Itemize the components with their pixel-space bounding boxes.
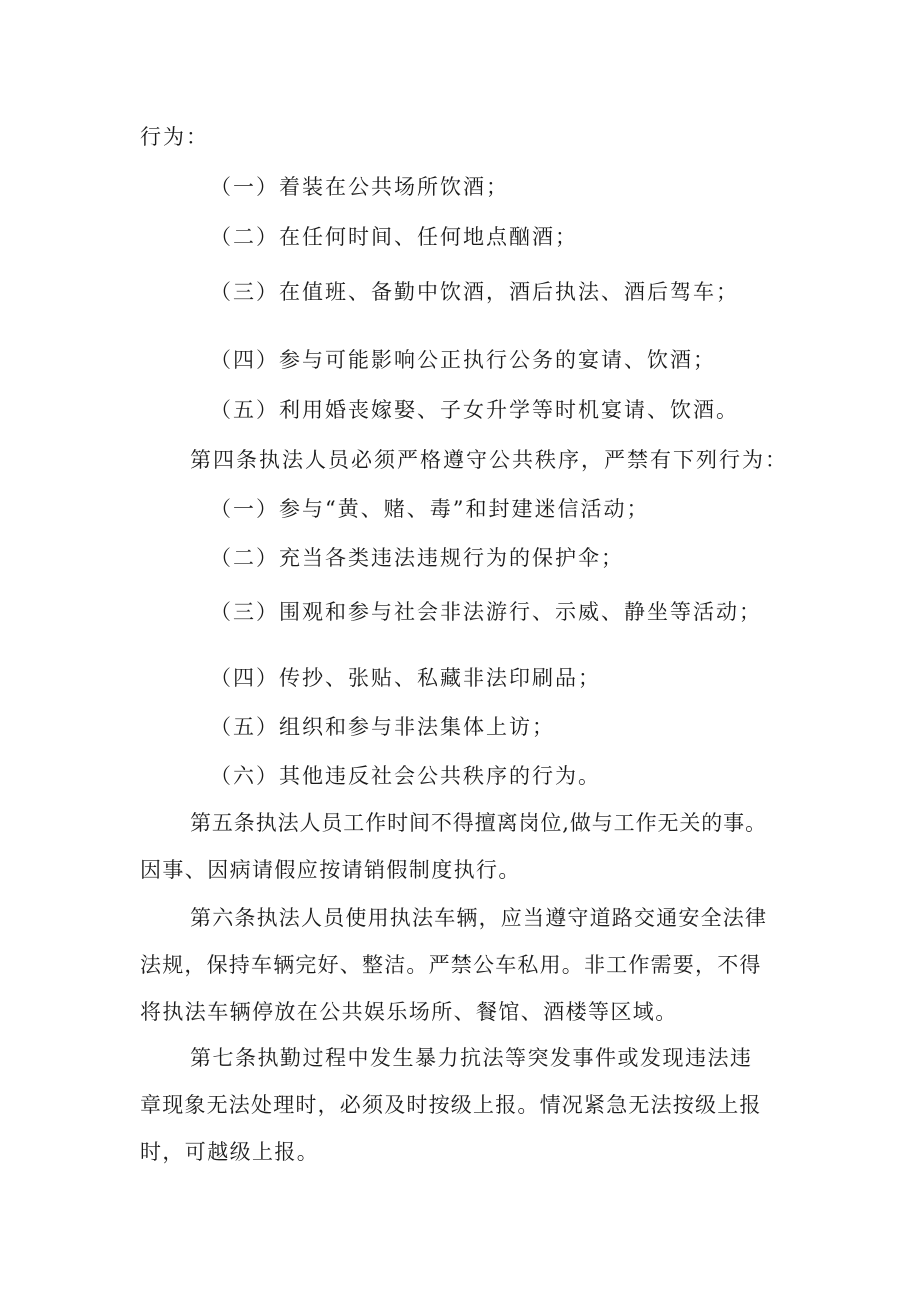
article-4-item-2: （二）充当各类违法违规行为的保护伞； [210, 546, 624, 570]
article-7-line-2: 章现象无法处理时，必须及时按级上报。情况紧急无法按级上报 [140, 1093, 762, 1117]
list-item-3: （三）在值班、备勤中饮酒，酒后执法、酒后驾车； [210, 280, 739, 304]
article-4-item-1: （一）参与“黄、赌、毒”和封建迷信活动； [210, 497, 650, 521]
text-line-continuation: 行为： [140, 125, 209, 149]
article-6-line-3: 将执法车辆停放在公共娱乐场所、餐馆、酒楼等区域。 [140, 1000, 678, 1024]
article-4-heading: 第四条执法人员必须严格遵守公共秩序，严禁有下列行为： [190, 448, 788, 472]
list-item-5: （五）利用婚丧嫁娶、子女升学等时机宴请、饮酒。 [210, 398, 739, 422]
article-4-item-6: （六）其他违反社会公共秩序的行为。 [210, 764, 601, 788]
article-4-item-4: （四）传抄、张贴、私藏非法印刷品； [210, 666, 601, 690]
article-4-item-5: （五）组织和参与非法集体上访； [210, 715, 555, 739]
list-item-4: （四）参与可能影响公正执行公务的宴请、饮酒； [210, 348, 716, 372]
article-6-line-2: 法规，保持车辆完好、整洁。严禁公车私用。非工作需要，不得 [140, 953, 762, 977]
article-7-line-3: 时，可越级上报。 [140, 1140, 320, 1164]
article-5-line-2: 因事、因病请假应按请销假制度执行。 [140, 858, 521, 882]
article-4-item-3: （三）围观和参与社会非法游行、示威、静坐等活动； [210, 600, 762, 624]
article-7-line-1: 第七条执勤过程中发生暴力抗法等突发事件或发现违法违 [190, 1046, 753, 1070]
article-5-line-1: 第五条执法人员工作时间不得擅离岗位,做与工作无关的事。 [190, 811, 767, 835]
list-item-2: （二）在任何时间、任何地点酗酒； [210, 225, 578, 249]
list-item-1: （一）着装在公共场所饮酒； [210, 175, 509, 199]
article-6-line-1: 第六条执法人员使用执法车辆，应当遵守道路交通安全法律 [190, 906, 768, 930]
